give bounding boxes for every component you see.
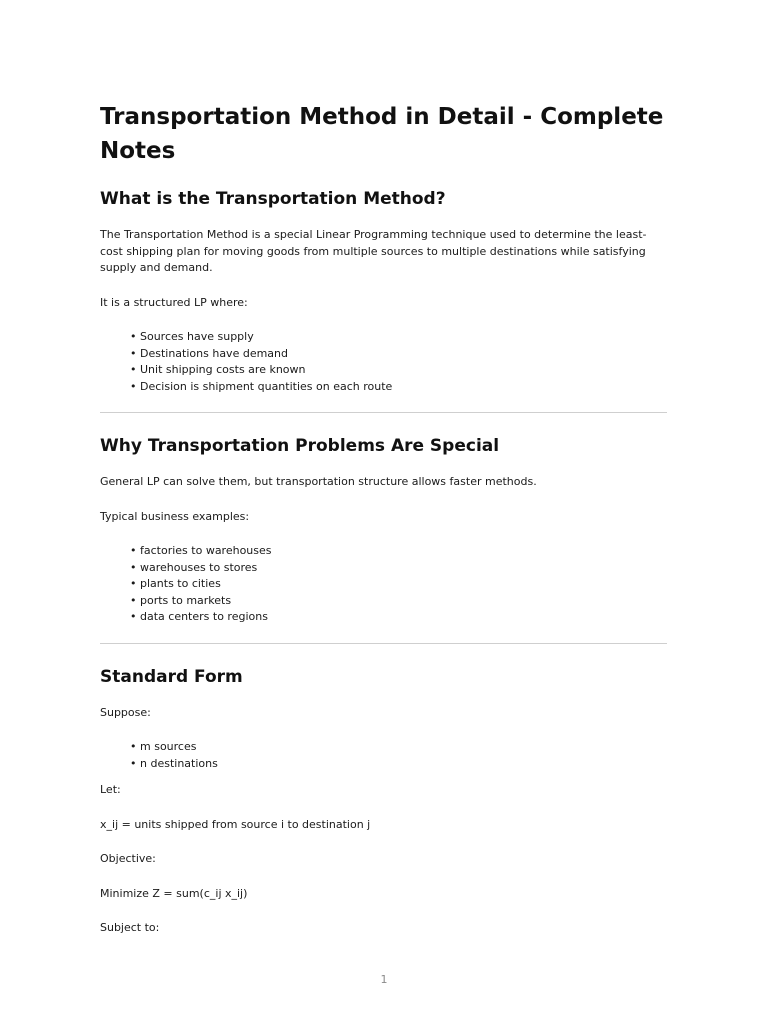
section-paragraph: Typical business examples:	[100, 509, 250, 523]
section-paragraph: The Transportation Method is a special Linear Programming technique used to determine the least-cost shipping plan for moving goods from multiple sources to multiple destinations while satisfying supply and demand.	[100, 228, 647, 274]
list-item: • plants to cities	[130, 576, 667, 593]
section-paragraph: General LP can solve them, but transportation structure allows faster methods.	[100, 475, 537, 488]
section-paragraph: Objective:	[100, 852, 156, 865]
section-paragraph: x_ij = units shipped from source i to destination j	[100, 817, 371, 831]
list-item: • Unit shipping costs are known	[130, 362, 667, 379]
list-item: • Destinations have demand	[130, 346, 667, 363]
list-item: • data centers to regions	[130, 609, 667, 626]
list-item: • warehouses to stores	[130, 560, 667, 577]
section-paragraph: Suppose:	[100, 705, 151, 719]
section-divider	[100, 412, 667, 413]
list-item: • n destinations	[130, 756, 667, 773]
section-heading-why-special: Why Transportation Problems Are Special	[100, 436, 500, 456]
list-item: • ports to markets	[130, 593, 667, 610]
section-heading-standard-form: Standard Form	[100, 666, 243, 687]
section-paragraph: It is a structured LP where:	[100, 295, 248, 309]
document-page	[100, 100, 667, 955]
section-paragraph: Subject to:	[100, 921, 160, 934]
bullet-list	[100, 739, 667, 772]
bullet-list	[100, 329, 667, 395]
list-item: • Decision is shipment quantities on each route	[130, 379, 667, 396]
list-item: • m sources	[130, 739, 667, 756]
document-title: Transportation Method in Detail - Complete Notes	[100, 104, 664, 164]
section-paragraph: Let:	[100, 783, 121, 796]
bullet-list	[100, 543, 667, 626]
list-item: • factories to warehouses	[130, 543, 667, 560]
section-heading-what-is: What is the Transportation Method?	[100, 189, 446, 209]
page-number: 1	[380, 973, 388, 986]
section-paragraph: Minimize Z = sum(c_ij x_ij)	[100, 886, 248, 900]
section-divider	[100, 643, 667, 644]
list-item: • Sources have supply	[130, 329, 667, 346]
